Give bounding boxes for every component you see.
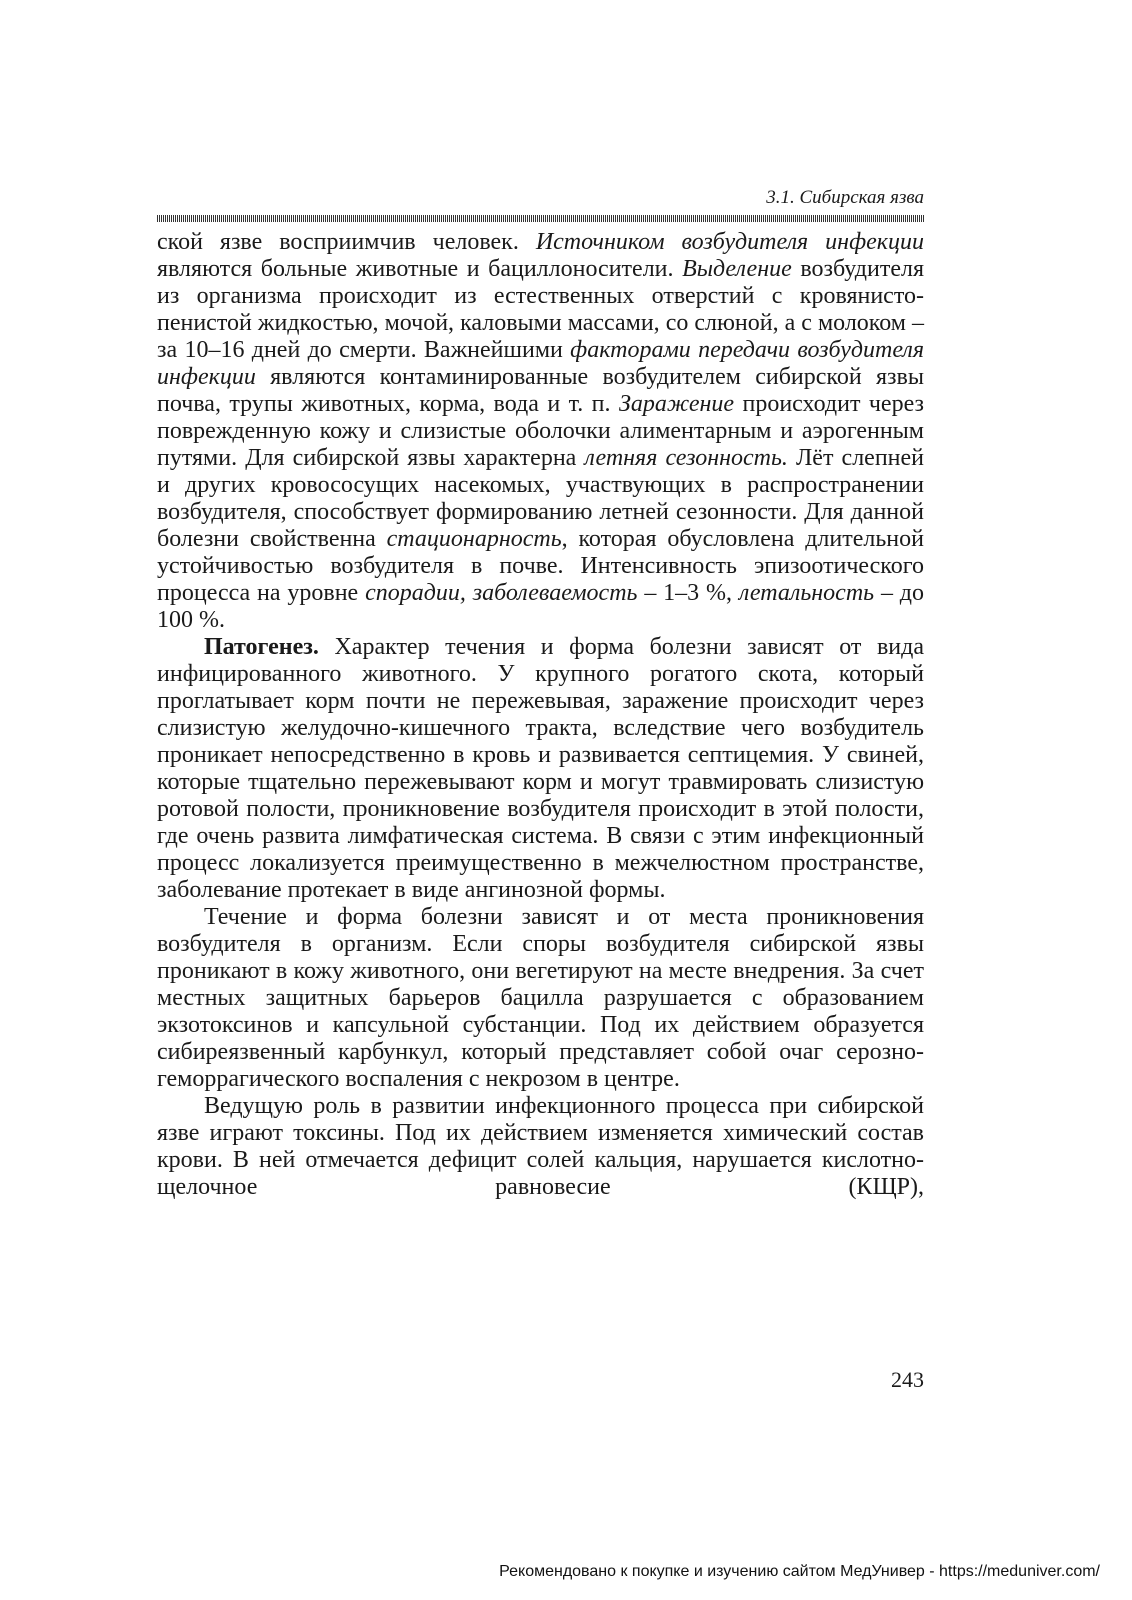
text-run: – до 100 %. bbox=[157, 580, 924, 633]
paragraph-entry-route: Течение и форма болезни зависят и от места проникновения возбудителя в организм. Если споры возбудителя сибирской язвы проникают в кожу животного, они вегетируют на месте внедрения. За счет местных защитных барьеров бацилла разрушается с образованием экзотоксинов и капсульной субстанции. Под их действием образуется сибиреязвенный карбункул, который представляет собой очаг серозно-геморрагического воспаления с некрозом в центре. bbox=[157, 904, 924, 1092]
running-head: 3.1. Сибирская язва bbox=[766, 187, 924, 208]
italic-term: летняя сезонность. bbox=[584, 445, 788, 471]
italic-term: стационарность bbox=[386, 526, 562, 552]
italic-term: спорадии, заболеваемость bbox=[365, 580, 638, 606]
text-run: ской язве восприимчив человек. bbox=[157, 229, 536, 255]
paragraph-pathogenesis bbox=[157, 634, 924, 904]
footer-recommendation: Рекомендовано к покупке и изучению сайтом МедУнивер - https://meduniver.com/ bbox=[499, 1563, 1100, 1580]
text-run: возбудителя из организма происходит из естественных отверстий с кровянисто-пенистой жидкостью, мочой, каловыми массами, со слюной, а с молоком – за 10–16 дней до смерти. Важнейшими bbox=[157, 256, 924, 363]
italic-term: Источником возбудителя инфекции bbox=[535, 229, 924, 255]
paragraph-toxins: Ведущую роль в развитии инфекционного процесса при сибирской язве играют токсины. Под их действием изменяется химический состав крови. В ней отмечается дефицит солей кальция, нарушается кислотно-щелочное равновесие (КЩР), bbox=[157, 1093, 924, 1200]
italic-term: Заражение bbox=[618, 391, 735, 417]
page-number: 243 bbox=[891, 1367, 924, 1392]
text-run: – 1–3 %, bbox=[637, 580, 739, 606]
header-rule bbox=[157, 215, 924, 222]
text-run: Характер течения и форма болезни зависят от вида инфицированного животного. У крупного рогатого скота, который проглатывает корм почти не пережевывая, заражение происходит через слизистую желудочно-кишечного тракта, вследствие чего возбудитель проникает непосредственно в кровь и развивается септицемия. У свиней, которые тщательно пережевывают корм и могут травмировать слизистую ротовой полости, проникновение возбудителя происходит в этой полости, где очень развита лимфатическая система. В связи с этим инфекционный процесс локализуется преимущественно в межчелюстном пространстве, заболевание протекает в виде ангинозной формы. bbox=[157, 634, 924, 903]
italic-term: летальность bbox=[738, 580, 875, 606]
text-run: являются контаминированные возбудителем сибирской язвы почва, трупы животных, корма, вода и т. п. bbox=[157, 364, 924, 417]
italic-term: Выделение bbox=[682, 256, 792, 282]
text-run: , которая обусловлена длительной устойчивостью возбудителя в почве. Интенсивность эпизоотического процесса на уровне bbox=[157, 526, 924, 606]
italic-term: факторами передачи возбудителя инфекции bbox=[157, 337, 924, 390]
text-run: происходит через поврежденную кожу и слизистые оболочки алиментарным и аэрогенным путями. Для сибирской язвы характерна bbox=[157, 391, 925, 471]
paragraph-epizootology bbox=[157, 229, 924, 634]
text-run: Лёт слепней и других кровососущих насекомых, участвующих в распространении возбудителя, способствует формированию летней сезонности. Для данной болезни свойственна bbox=[157, 445, 925, 552]
section-heading-pathogenesis: Патогенез. bbox=[204, 634, 319, 660]
page-body bbox=[157, 229, 924, 1201]
text-run: являются больные животные и бациллоносители. bbox=[157, 256, 683, 282]
